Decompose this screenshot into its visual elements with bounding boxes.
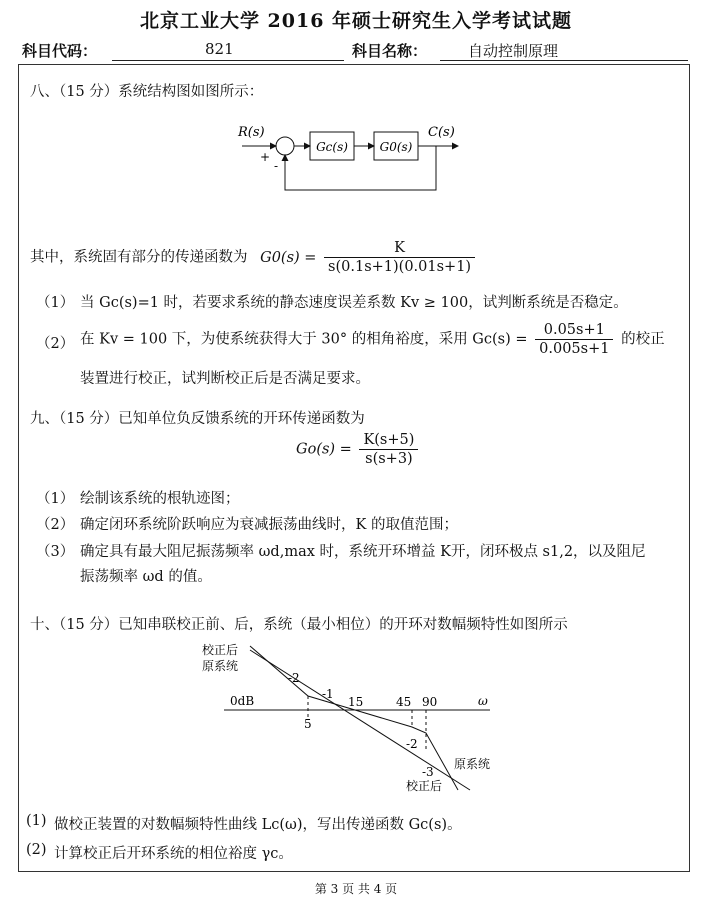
q9-item2-num: （2） [36,517,75,533]
omega-label: ω [478,694,488,708]
label-orig-top: 原系统 [202,659,239,673]
g0-numerator: K [324,240,475,258]
q10-item2-num: (2) [26,842,47,858]
slope-m2-top: -2 [288,671,300,685]
q9-item1-text: 绘制该系统的根轨迹图； [80,491,240,507]
gc-block-label: Gc(s) [316,140,348,154]
freq-15: 15 [348,695,364,709]
g0-lhs: G0(s) = [260,249,317,266]
go-lhs: Go(s) = [296,441,352,458]
zero-db-label: 0dB [230,694,255,708]
q8-item2-text-b: 的校正 [621,331,665,348]
q9-item3-cont: 振荡频率 ωd 的值。 [80,569,212,585]
freq-5: 5 [304,717,312,731]
label-after-top: 校正后 [202,643,239,657]
block-diagram [230,118,470,198]
page-footer: 第 3 页 共 4 页 [314,882,398,896]
g0-fraction [324,240,475,275]
q9-item3-num: （3） [36,544,75,560]
go-numerator: K(s+5) [359,432,418,450]
g0-block-label: G0(s) [379,140,413,154]
slope-m2-bottom: -2 [406,737,418,751]
q8-intro-line [30,240,478,275]
q9-item2-text: 确定闭环系统阶跃响应为衰减振荡曲线时，K 的取值范围； [80,517,458,533]
summing-junction [276,137,294,155]
gc-denominator: 0.005s+1 [539,341,610,357]
original-curve [250,650,470,790]
q8-intro: 其中，系统固有部分的传递函数为 [30,249,248,266]
q8-item1-num: （1） [36,295,75,311]
gc-fraction [535,322,613,357]
subject-code-value: 821 [205,40,234,58]
gc-numerator: 0.05s+1 [535,322,613,340]
input-label: R(s) [238,125,265,140]
go-fraction [359,432,418,467]
label-orig-bottom: 原系统 [454,757,491,771]
slope-m3: -3 [422,765,434,779]
q8-item2-line [80,322,665,357]
q8-heading: 八、（15 分）系统结构图如图所示： [30,84,264,100]
bode-plot [200,640,510,800]
q8-item2-text-c: 装置进行校正，试判断校正后是否满足要求。 [80,371,370,387]
q9-heading: 九、（15 分）已知单位负反馈系统的开环传递函数为 [30,411,365,427]
subject-name-label: 科目名称： [352,42,428,60]
minus-sign: - [274,159,279,173]
g0-denominator: s(0.1s+1)(0.01s+1) [328,259,472,275]
subject-code-label: 科目代码： [22,42,98,60]
exam-title: 北京工业大学 2016 年硕士研究生入学考试试题 [139,10,573,32]
q9-item3-text: 确定具有最大阻尼振荡频率 ωd,max 时，系统开环增益 K开，闭环极点 s1,2，以及阻尼 [80,544,646,560]
q10-item2-text: 计算校正后开环系统的相位裕度 γc。 [54,846,293,862]
go-denominator: s(s+3) [365,451,413,467]
output-label: C(s) [428,125,455,140]
q8-item2-num: （2） [36,336,75,352]
q8-item2-text-a: 在 Kv = 100 下，为使系统获得大于 30° 的相角裕度，采用 Gc(s) = [80,331,528,348]
slope-m1: -1 [322,687,334,701]
label-after-bottom: 校正后 [406,779,443,793]
q10-item1-num: (1) [26,813,47,829]
freq-45: 45 [396,695,412,709]
plus-sign: + [260,150,271,164]
q9-item1-num: （1） [36,491,75,507]
q10-item1-text: 做校正装置的对数幅频特性曲线 Lc(ω)，写出传递函数 Gc(s)。 [54,817,462,833]
freq-90: 90 [422,695,438,709]
go-equation [296,432,421,467]
q10-heading: 十、（15 分）已知串联校正前、后，系统（最小相位）的开环对数幅频特性如图所示 [30,617,568,633]
q8-item1-text: 当 Gc(s)=1 时，若要求系统的静态速度误差系数 Kv ≥ 100，试判断系统是否稳定。 [80,295,628,311]
subject-name-value: 自动控制原理 [468,42,559,60]
